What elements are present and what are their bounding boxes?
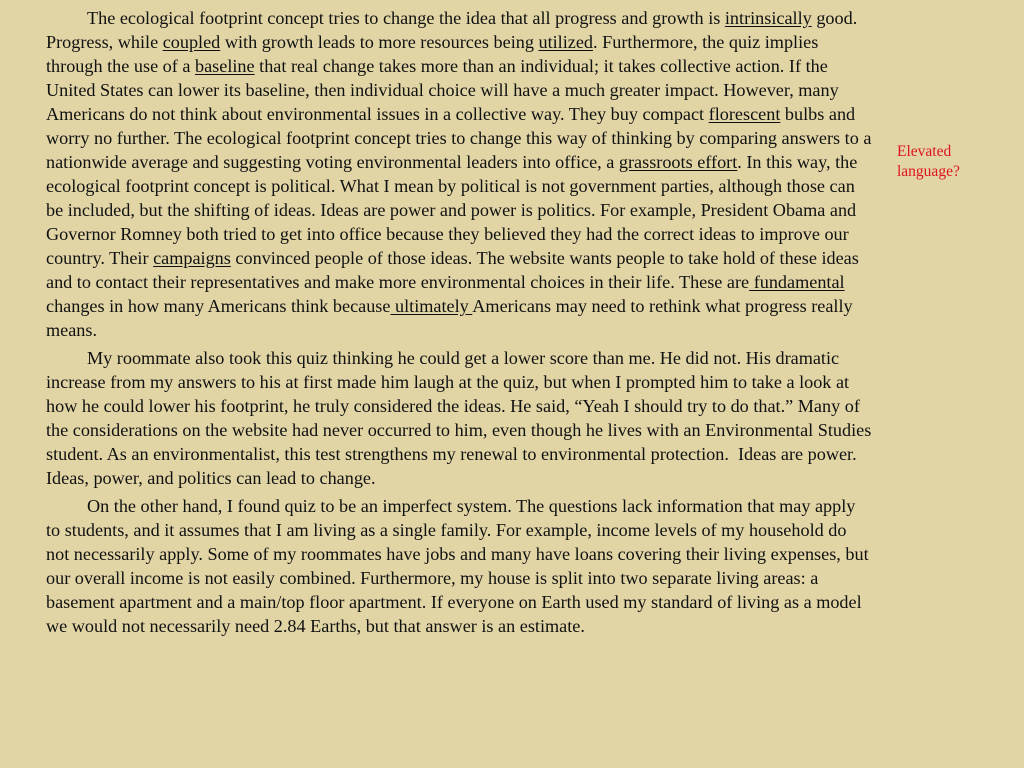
underlined-term: coupled [162, 32, 221, 52]
paragraph-1 [46, 6, 872, 342]
text-run: . In this way, the ecological footprint concept is political. What I mean by political is not government parties, although those can be included, but the shifting of ideas. Ideas are power and power is politics. For example, President Obama and Governor Romney both tried to get into office because they believed they had the correct ideas to improve our country. Their [46, 152, 858, 268]
text-run: On the other hand, I found quiz to be an imperfect system. The questions lack information that may apply to students, and it assumes that I am living as a single family. For example, income levels of my household do not necessarily apply. Some of my roommates have jobs and many have loans covering their living expenses, but our overall income is not easily combined. Furthermore, my house is split into two separate living areas: a basement apartment and a main/top floor apartment. If everyone on Earth used my standard of living as a model we would not necessarily need 2.84 Earths, but that answer is an estimate. [46, 496, 869, 636]
underlined-term: baseline [195, 56, 255, 76]
underlined-term: fundamental [749, 272, 845, 292]
paragraph-3 [46, 494, 872, 638]
text-run: Americans may need to rethink what progress really means. [46, 296, 853, 340]
text-run: . Furthermore, the quiz implies through the use of a [46, 32, 819, 76]
underlined-term: grassroots effort [618, 152, 738, 172]
underlined-term: intrinsically [724, 8, 812, 28]
text-run: My roommate also took this quiz thinking he could get a lower score than me. He did not. His dramatic increase from my answers to his at first made him laugh at the quiz, but when I prompted him to take a look at how he could lower his footprint, he truly considered the ideas. He said, “Yeah I should try to do that.” Many of the considerations on the website had never occurred to him, even though he lives with an Environmental Studies student. As an environmentalist, this test strengthens my renewal to environmental protection. Ideas are power. Ideas, power, and politics can lead to change. [46, 348, 872, 488]
underlined-term: ultimately [390, 296, 473, 316]
underlined-term: florescent [708, 104, 781, 124]
text-run: bulbs and worry no further. The ecological footprint concept tries to change this way of thinking by comparing answers to a nationwide average and suggesting voting environmental leaders into office, a [46, 104, 872, 172]
margin-comment: Elevated language? [897, 143, 960, 180]
text-run: that real change takes more than an individual; it takes collective action. If the United States can lower its baseline, then individual choice will have a much greater impact. However, many Americans do not think about environmental issues in a collective way. They buy compact [46, 56, 839, 124]
underlined-term: utilized [538, 32, 594, 52]
text-run: The ecological footprint concept tries to change the idea that all progress and growth is [87, 8, 725, 28]
paragraph-2 [46, 346, 872, 490]
text-run: changes in how many Americans think because [46, 296, 391, 316]
text-run: good. Progress, while [46, 8, 858, 52]
text-run: with growth leads to more resources being [220, 32, 539, 52]
essay-body [46, 6, 872, 642]
text-run: convinced people of those ideas. The website wants people to take hold of these ideas and to contact their representatives and make more environmental choices in their life. These are [46, 248, 859, 292]
underlined-term: campaigns [153, 248, 231, 268]
